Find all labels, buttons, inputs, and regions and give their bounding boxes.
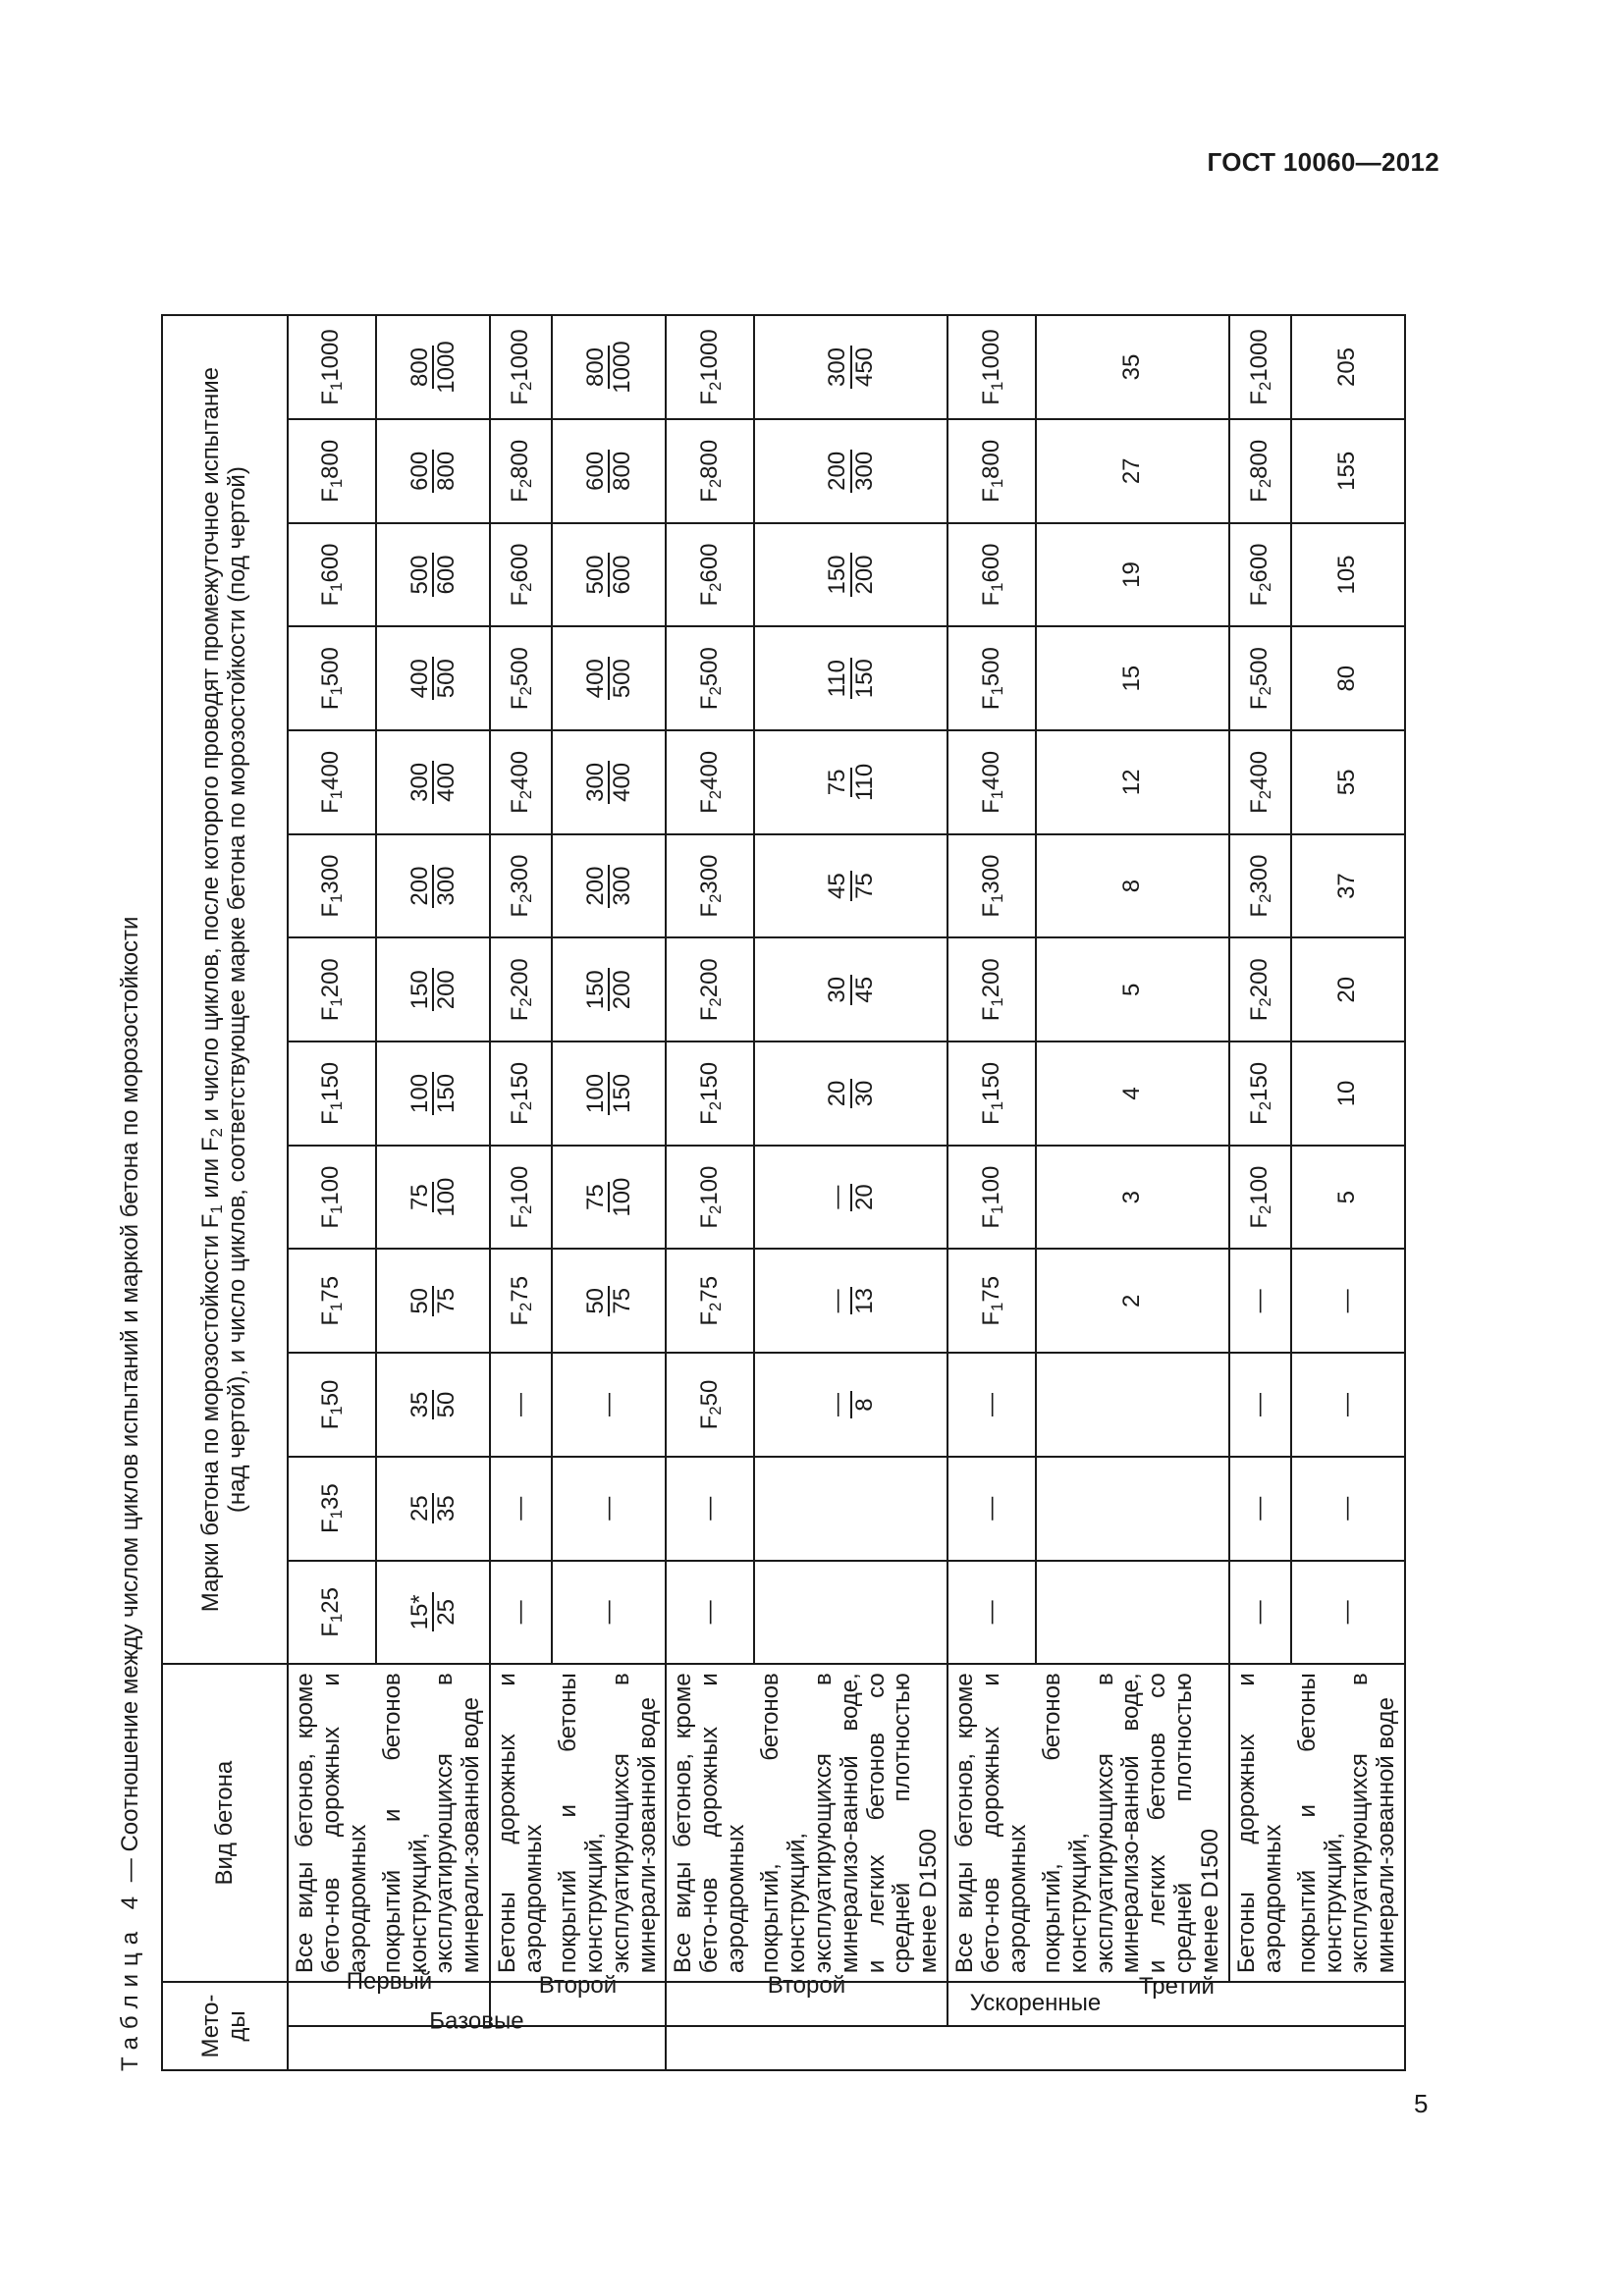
row-basic-second-mark-800: $F_2800$ xyxy=(490,419,552,523)
row-basic-second-value-400: 300 400 xyxy=(552,730,667,834)
row-basic-first-mark-50: $F_150$ xyxy=(288,1353,376,1457)
header-methods: Мето- ды xyxy=(162,1982,288,2070)
row-basic-first-mark-300: $F_1300$ xyxy=(288,834,376,938)
row-accel-third-a-value-500: 15 xyxy=(1036,626,1229,730)
header-row xyxy=(162,315,288,2070)
row-accel-third-a-value-400: 12 xyxy=(1036,730,1229,834)
row-accel-second-mark-100: $F_2100$ xyxy=(666,1146,754,1250)
row-basic-first-value-50: 35 50 xyxy=(376,1353,491,1457)
method-third: Третий xyxy=(947,1982,1405,2026)
row-basic-first-mark-150: $F_1150$ xyxy=(288,1041,376,1146)
row-accel-third-b-mark-150: $F_2150$ xyxy=(1229,1041,1291,1146)
table-body xyxy=(162,315,1405,2070)
row-accel-third-b-mark-600: $F_2600$ xyxy=(1229,523,1291,627)
row-accel-second-mark-50: $F_250$ xyxy=(666,1353,754,1457)
row-accel-third-b-mark-75: — xyxy=(1229,1249,1291,1353)
row-basic-second-marks-row xyxy=(490,315,552,2070)
row-accel-third-b-mark-1000: $F_21000$ xyxy=(1229,315,1291,419)
row-basic-first-value-500: 400 500 xyxy=(376,626,491,730)
row-basic-second-value-500: 400 500 xyxy=(552,626,667,730)
row-accel-third-a-mark-500: $F_1500$ xyxy=(947,626,1036,730)
row-accel-third-a-value-35 xyxy=(1036,1457,1229,1561)
row-accel-third-a-mark-50: — xyxy=(947,1353,1036,1457)
row-accel-third-a-mark-75: $F_175$ xyxy=(947,1249,1036,1353)
group-accelerated: Ускоренные xyxy=(666,2026,1405,2070)
row-accel-second-mark-150: $F_2150$ xyxy=(666,1041,754,1146)
row-basic-first-value-25: 15* 25 xyxy=(376,1561,491,1665)
row-basic-second-value-100: 75 100 xyxy=(552,1146,667,1250)
row-accel-second-value-50: — 8 xyxy=(754,1353,947,1457)
row-basic-first-mark-500: $F_1500$ xyxy=(288,626,376,730)
row-accel-third-b-value-300: 37 xyxy=(1291,834,1406,938)
row-accel-third-b-value-600: 105 xyxy=(1291,523,1406,627)
row-basic-second-mark-50: — xyxy=(490,1353,552,1457)
row-basic-second-mark-500: $F_2500$ xyxy=(490,626,552,730)
row-basic-first-type-top: Все виды бетонов, кроме бето-нов дорожных и аэродромных xyxy=(288,1664,376,1982)
row-accel-second-type-top: Все виды бетонов, кроме бето-нов дорожных и аэродромных xyxy=(666,1664,754,1982)
row-basic-second-value-25: — xyxy=(552,1561,667,1665)
row-accel-third-b-type-top: Бетоны дорожных и аэродромных xyxy=(1229,1664,1291,1982)
row-accel-third-b-value-100: 5 xyxy=(1291,1146,1406,1250)
row-accel-second-value-600: 150 200 xyxy=(754,523,947,627)
row-accel-second-mark-35: — xyxy=(666,1457,754,1561)
rotated-table-block xyxy=(104,314,1400,2071)
row-basic-second-type-bottom: покрытий и бетоны конструкций, эксплуатирующихся в минерали-зованной воде xyxy=(552,1664,667,1982)
row-basic-first-values-row xyxy=(376,315,491,2070)
row-accel-second-value-800: 200 300 xyxy=(754,419,947,523)
row-accel-third-a-mark-200: $F_1200$ xyxy=(947,937,1036,1041)
row-basic-first-value-300: 200 300 xyxy=(376,834,491,938)
row-accel-third-a-value-800: 27 xyxy=(1036,419,1229,523)
row-accel-third-a-mark-1000: $F_11000$ xyxy=(947,315,1036,419)
row-accel-third-b-value-200: 20 xyxy=(1291,937,1406,1041)
row-basic-first-marks-row xyxy=(288,315,376,2070)
row-accel-second-mark-1000: $F_21000$ xyxy=(666,315,754,419)
row-accel-third-a-value-50 xyxy=(1036,1353,1229,1457)
row-accel-third-a-value-150: 4 xyxy=(1036,1041,1229,1146)
row-accel-second-mark-75: $F_275$ xyxy=(666,1249,754,1353)
row-accel-third-a-value-200: 5 xyxy=(1036,937,1229,1041)
row-accel-third-a-value-300: 8 xyxy=(1036,834,1229,938)
row-accel-third-a-value-1000: 35 xyxy=(1036,315,1229,419)
row-basic-first-mark-600: $F_1600$ xyxy=(288,523,376,627)
row-accel-third-b-value-500: 80 xyxy=(1291,626,1406,730)
row-accel-third-a-mark-800: $F_1800$ xyxy=(947,419,1036,523)
row-basic-first-type-bottom: покрытий и бетонов конструкций, эксплуатирующихся в минерали-зованной воде xyxy=(376,1664,491,1982)
row-accel-second-mark-25: — xyxy=(666,1561,754,1665)
row-basic-first-mark-100: $F_1100$ xyxy=(288,1146,376,1250)
row-basic-second-mark-100: $F_2100$ xyxy=(490,1146,552,1250)
row-accel-third-b-value-150: 10 xyxy=(1291,1041,1406,1146)
row-accel-second-value-200: 30 45 xyxy=(754,937,947,1041)
method-first: Первый xyxy=(288,1982,490,2026)
row-accel-second-mark-500: $F_2500$ xyxy=(666,626,754,730)
row-accel-second-type-bottom: покрытий, бетонов конструкций, эксплуатирующихся в минерализо-ванной воде, и легких бетонов со средней плотностью менее D1500 xyxy=(754,1664,947,1982)
row-accel-third-a-mark-300: $F_1300$ xyxy=(947,834,1036,938)
row-basic-second-mark-75: $F_275$ xyxy=(490,1249,552,1353)
row-accel-third-a-type-top: Все виды бетонов, кроме бето-нов дорожных и аэродромных xyxy=(947,1664,1036,1982)
row-accel-third-a-value-100: 3 xyxy=(1036,1146,1229,1250)
row-accel-third-a-mark-35: — xyxy=(947,1457,1036,1561)
row-basic-first-value-75: 50 75 xyxy=(376,1249,491,1353)
table-caption xyxy=(104,917,157,2071)
row-accel-third-b-mark-400: $F_2400$ xyxy=(1229,730,1291,834)
row-accel-third-b-value-35: — xyxy=(1291,1457,1406,1561)
row-basic-second-mark-25: — xyxy=(490,1561,552,1665)
row-accel-third-b-value-25: — xyxy=(1291,1561,1406,1665)
row-basic-second-mark-300: $F_2300$ xyxy=(490,834,552,938)
row-accel-third-b-marks-row xyxy=(1229,315,1291,2070)
row-accel-third-b-mark-50: — xyxy=(1229,1353,1291,1457)
row-accel-third-b-type-bottom: покрытий и бетоны конструкций, эксплуатирующихся в минерали-зованной воде xyxy=(1291,1664,1406,1982)
row-basic-first-mark-25: $F_125$ xyxy=(288,1561,376,1665)
caption-prefix: Таблица 4 xyxy=(117,1888,143,2071)
row-accel-second-value-150: 20 30 xyxy=(754,1041,947,1146)
row-accel-third-a-value-75: 2 xyxy=(1036,1249,1229,1353)
row-accel-second-value-300: 45 75 xyxy=(754,834,947,938)
row-accel-third-a-mark-600: $F_1600$ xyxy=(947,523,1036,627)
row-basic-second-type-top: Бетоны дорожных и аэродромных xyxy=(490,1664,552,1982)
row-basic-second-mark-200: $F_2200$ xyxy=(490,937,552,1041)
row-accel-third-a-mark-400: $F_1400$ xyxy=(947,730,1036,834)
row-accel-second-mark-800: $F_2800$ xyxy=(666,419,754,523)
row-accel-second-mark-400: $F_2400$ xyxy=(666,730,754,834)
row-accel-second-mark-600: $F_2600$ xyxy=(666,523,754,627)
row-accel-third-b-value-75: — xyxy=(1291,1249,1406,1353)
row-accel-second-mark-200: $F_2200$ xyxy=(666,937,754,1041)
row-basic-first-value-35: 25 35 xyxy=(376,1457,491,1561)
row-accel-third-a-mark-150: $F_1150$ xyxy=(947,1041,1036,1146)
row-basic-second-value-75: 50 75 xyxy=(552,1249,667,1353)
row-basic-first-value-200: 150 200 xyxy=(376,937,491,1041)
row-accel-third-b-mark-25: — xyxy=(1229,1561,1291,1665)
row-basic-second-value-300: 200 300 xyxy=(552,834,667,938)
row-accel-third-b-value-400: 55 xyxy=(1291,730,1406,834)
row-basic-first-mark-75: $F_175$ xyxy=(288,1249,376,1353)
header-concrete-type: Вид бетона xyxy=(162,1664,288,1982)
row-accel-third-a-mark-100: $F_1100$ xyxy=(947,1146,1036,1250)
row-accel-second-value-500: 110 150 xyxy=(754,626,947,730)
row-accel-third-a-type-bottom: покрытий, бетонов конструкций, эксплуатирующихся в минерализо-ванной воде, и легких бетонов со средней плотностью менее D1500 xyxy=(1036,1664,1229,1982)
row-basic-first-value-400: 300 400 xyxy=(376,730,491,834)
row-accel-third-b-mark-100: $F_2100$ xyxy=(1229,1146,1291,1250)
row-basic-second-mark-35: — xyxy=(490,1457,552,1561)
row-basic-first-value-100: 75 100 xyxy=(376,1146,491,1250)
row-accel-third-b-value-50: — xyxy=(1291,1353,1406,1457)
row-accel-third-b-mark-35: — xyxy=(1229,1457,1291,1561)
row-accel-third-b-mark-500: $F_2500$ xyxy=(1229,626,1291,730)
row-basic-second-values-row xyxy=(552,315,667,2070)
group-basic: Базовые xyxy=(288,2026,666,2070)
row-basic-second-mark-1000: $F_21000$ xyxy=(490,315,552,419)
row-basic-first-value-800: 600 800 xyxy=(376,419,491,523)
row-accel-second-value-1000: 300 450 xyxy=(754,315,947,419)
row-accel-second-value-25 xyxy=(754,1561,947,1665)
row-accel-third-b-mark-800: $F_2800$ xyxy=(1229,419,1291,523)
row-basic-second-value-1000: 800 1000 xyxy=(552,315,667,419)
row-accel-third-b-values-row xyxy=(1291,315,1406,2070)
row-accel-second-value-400: 75 110 xyxy=(754,730,947,834)
header-marks: Марки бетона по морозостойкости $F_1$ или $F_2$ и число циклов, после которого проводят промежуточное испытание (над чертой), и число циклов, соответствующее марке бетона по морозостойкости (под чертой) xyxy=(162,315,288,1664)
row-basic-second-value-600: 500 600 xyxy=(552,523,667,627)
standard-header: ГОСТ 10060—2012 xyxy=(1207,147,1439,177)
row-basic-second-value-35: — xyxy=(552,1457,667,1561)
row-accel-third-b-value-800: 155 xyxy=(1291,419,1406,523)
row-accel-third-a-mark-25: — xyxy=(947,1561,1036,1665)
row-basic-first-value-150: 100 150 xyxy=(376,1041,491,1146)
row-basic-first-mark-400: $F_1400$ xyxy=(288,730,376,834)
row-accel-third-a-values-row xyxy=(1036,315,1229,2070)
row-accel-second-values-row xyxy=(754,315,947,2070)
row-accel-third-a-value-600: 19 xyxy=(1036,523,1229,627)
row-accel-third-b-mark-300: $F_2300$ xyxy=(1229,834,1291,938)
row-basic-second-value-200: 150 200 xyxy=(552,937,667,1041)
row-basic-second-mark-150: $F_2150$ xyxy=(490,1041,552,1146)
row-accel-third-a-marks-row xyxy=(947,315,1036,2070)
row-basic-second-mark-600: $F_2600$ xyxy=(490,523,552,627)
row-accel-third-b-mark-200: $F_2200$ xyxy=(1229,937,1291,1041)
frost-resistance-table xyxy=(161,314,1406,2071)
row-basic-first-value-600: 500 600 xyxy=(376,523,491,627)
caption-text: — Соотношение между числом циклов испытаний и маркой бетона по морозостойкости xyxy=(117,916,143,1889)
method-second-basic: Второй xyxy=(490,1982,666,2026)
row-accel-second-mark-300: $F_2300$ xyxy=(666,834,754,938)
row-accel-second-marks-row xyxy=(666,315,754,2070)
row-accel-second-value-100: — 20 xyxy=(754,1146,947,1250)
page-number: 5 xyxy=(1414,2089,1429,2118)
row-basic-first-mark-35: $F_135$ xyxy=(288,1457,376,1561)
row-accel-third-b-value-1000: 205 xyxy=(1291,315,1406,419)
row-accel-third-a-value-25 xyxy=(1036,1561,1229,1665)
method-second-accelerated: Второй xyxy=(666,1982,947,2026)
row-accel-second-value-35 xyxy=(754,1457,947,1561)
row-basic-first-mark-1000: $F_11000$ xyxy=(288,315,376,419)
row-basic-first-mark-200: $F_1200$ xyxy=(288,937,376,1041)
row-basic-second-mark-400: $F_2400$ xyxy=(490,730,552,834)
row-accel-second-value-75: — 13 xyxy=(754,1249,947,1353)
row-basic-second-value-150: 100 150 xyxy=(552,1041,667,1146)
row-basic-second-value-800: 600 800 xyxy=(552,419,667,523)
row-basic-second-value-50: — xyxy=(552,1353,667,1457)
row-basic-first-mark-800: $F_1800$ xyxy=(288,419,376,523)
row-basic-first-value-1000: 800 1000 xyxy=(376,315,491,419)
